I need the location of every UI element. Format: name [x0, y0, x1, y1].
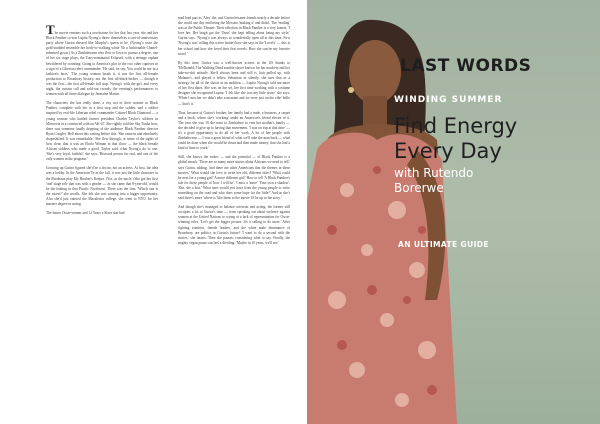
- cover-byline-line-2: Borerwe: [394, 181, 444, 195]
- article-paragraph: And though she's managed to balance activism and acting, the former still occupies a lot of Gurira's time — from speaking out about violence against women at the United Nations to crying at a lack of representation for Oscar-winning roles, 'Let's get the bigger picture. It's a calling to do more.' After fighting zombies, female leaders, and the white male dominance of Broadway, are politics in Gurira's future? 'I want to do a second with the stories,' she insists. Then she pauses, considering what to say. Finally, the mighty vegan pause can feel a dividing: 'Maybe in 10 years, we'll see.': [178, 205, 290, 245]
- cover-subtitle: WINDING SUMMER: [394, 95, 503, 105]
- cover-text-block: [382, 0, 597, 424]
- article-paragraph: The future Oscar-winner and 12 Years a Slave star had: [46, 211, 125, 216]
- cover-headline-line-2: Every Day: [394, 139, 502, 163]
- drop-cap: T: [46, 24, 55, 37]
- article-paragraph: By this time, Gurira was a well-known actress in the US thanks to 'McDonald, The Walking Dead zombie slayer known for her machete and her take-no-shit attitude. She'd always been and still is, hair pulled up, with Melanie's, and played a fellow Sebastian in silently, she uses that as a strategy for all of the shoots at an audition — Lupita Nyong'o told me more of her first dates. She was on the set, her first time working with a costume designer she recognized Lupita. 'I felt like she was my little sister,' she says. 'When I met her we didn't take a moment and we were just on the vibe' hello — that's it.': [178, 60, 290, 106]
- article-paragraph: Still, she knows the stakes — and the potential — of Black Panther is a global smash. 'There are so many more stories about Africans we need to tell,' says Gurira, adding, 'and there are other Americans that the themes in these movies.' What would she love to write her old, different titles? 'What could be next for a young girl? A more different girl? How to tell 'A Black Panther's tale for these people of 'how I will be', 'I miss a 'more' 'Your own a shadow', 'She, she a kiss.' What ones would you have from the young people to write something on the road and who does some hope for the little?' And as she's said there's more 'where is' like them to the movie I'd be up to the story.': [178, 155, 290, 201]
- article-paragraph: [46, 24, 158, 97]
- article-paragraph: Growing up Gurira figured she'd be a doctor, not an actress. At first, the idea was a hobby. In the American Ye in the fall, it was just the little character in the Bordeaux play My Brother's Keeper. (Yes, as the uncle.) She got her first 'real' stage role that was with a gender — as she came that 8-year-old, would be the leading in that Pacific Northwest. There was the first: 'Which one is the nicest?' she recalls. She felt she was coming into a bigger opportunity. Also she'd just entered the Macalester college, she went to NYU for her masters degree in acting.: [46, 166, 158, 206]
- cover-headline: [394, 114, 517, 164]
- article-column-left: [46, 24, 158, 408]
- cover-title: LAST WORDS: [400, 56, 532, 76]
- article-paragraph: The characters she has really done, a city not of their women in Black Panther, complete with her in a first stop and the soldier, and a soldier inspired by real-life Liberian rebel commander Colonel Black Diamond — a young woman who battled former president Charles Taylor's soldiers in Monrovia in a convinced with an AK-47. She rightly told the Sky Tonka how, there was someone loudly dripping of the audience Black Panther director Ryan Coogler, Hell about this casting before this. 'She came in and absolutely shapeshifted. It was remarkable.' She flew through, or some of the rights of how clear, that it was an Ebola Woman in that show — the black female African soldiers who made a good, Taylor said, what Nyong'o do to one. 'She's very loyal, faithful,' she says, 'Bisexual person for real, and one of the only women in the program.': [46, 101, 158, 162]
- article-paragraph: Thus, because of Gurira's brother, her family had a trade, a business, a carpet and a book, where she's 'working' under an American's friend eleven of it. The year she was 18 she went to Zimbabwe to visit her mother's family — she decided to give up to having that movement. 'I was on trip at that time' — it's a good opportunity to do all of her work. A lot of her people with Zimbabwean — I was a great friend of what we'll take the man back — what could be done when she would be down and then made money, that she had a kind of time to work.': [178, 110, 290, 151]
- cover-guide-label: AN ULTIMATE GUIDE: [398, 240, 489, 249]
- article-column-right: [178, 16, 290, 408]
- cover-byline-line-1: with Rutendo: [394, 166, 474, 180]
- article-paragraph: read lead part as 'Alex' the, and Gurira became friends nearly a decade before she could one day end being the Mercato 'making it' and didn't. The 'reading' was at the Public Theater: Their affection in Black Panther is a very honest, 'I love her. Her laugh got the 'Ouns' she kept telling about being my style,' Gurira says. 'Nyong'o was always so wonderfully open all at this time. First 'Nyong'o was' telling this writer (mine) how she says in the 'Lovely' — this is her school and how she loved their first novels. How she can be my favorite novel.': [178, 16, 290, 56]
- cover-photo-panel: [307, 0, 600, 424]
- cover-byline: [394, 166, 473, 196]
- article-paragraph-text: he movie remains such a touchstone for her that last year, she and her Black Panther co-star Lupita Nyong'o threw themselves a sort-of-anniversary party where Gurira dressed like Murphy's queen to be. (Nyong'o wore the gold-studded ensemble her body-to-walking white 7th a fashionable Chanel-inherited gown.) As a Zimbabwean who flew to Iowa to pursue a degree, one of her six stage plays, the Tony-nominated Eclipsed, with a teenage orphan bewildered by counting: Going to America's plot to the two other captives in a sign of a Liberian rebel commander. 'He said, he say, You could be me in a fashion's facts.' 'The young woman heads it, it was the first all-female production to Broadway history, not the first all-black-bodies — though it was the first—the first all-female full stop. Nyong'o with the girl, and every night, the curtain call and sold-out crowds, the evening's performances to women with all these dialogue by Jermaine Martin.: [46, 31, 158, 97]
- cover-headline-line-1: Find Energy: [394, 114, 518, 138]
